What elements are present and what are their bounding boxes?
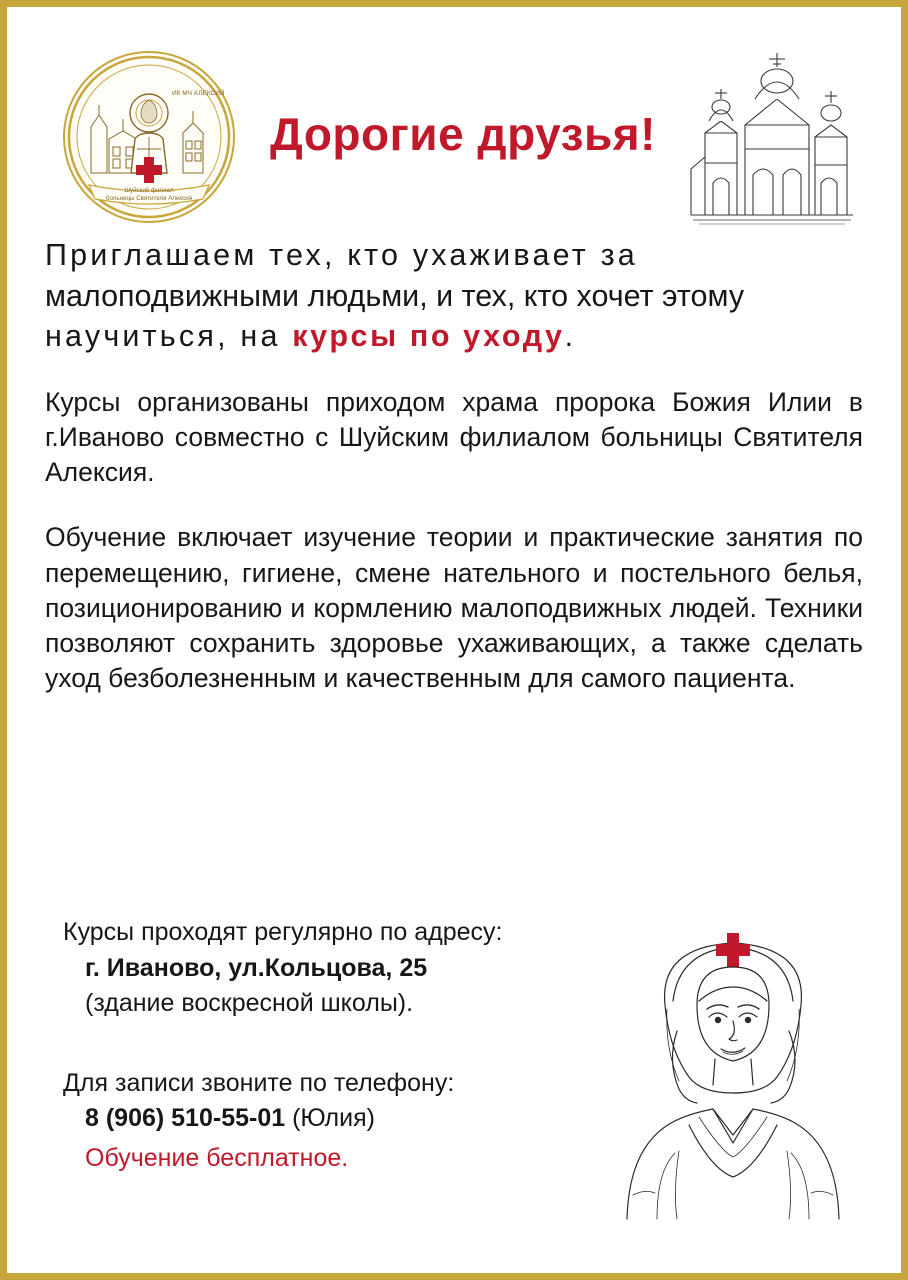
page-title: Дорогие друзья! [270,108,656,160]
seal-caption-line1: Шуйский филиал [124,187,174,194]
paragraph-training-details: Обучение включает изучение теории и практические занятия по перемещению, гигиене, смене нательного и постельного белья, позиционированию и кормлению малоподвижных людей. Техники позволяют сохранить здоровье ухаживающих, а также сделать уход безболезненным и качественным для самого пациента. [45,522,863,694]
paragraph-organizers: Курсы организованы приходом храма пророка Божия Илии в г.Иваново совместно с Шуйским филиалом больницы Святителя Алексия. [45,386,863,488]
phone-contact-name-value: (Юлия) [292,1104,375,1132]
church-building-illustration-icon [647,37,857,227]
lead-line-2: малоподвижными людьми, и тех, кто хочет этому [45,278,745,313]
lead-line-3-prefix: научиться, на [45,319,293,354]
poster-content [7,7,901,1273]
phone-label: Для записи звоните по телефону: [63,1068,455,1097]
poster-header [45,29,863,229]
lead-line-1: Приглашаем тех, кто ухаживает за [45,238,638,272]
poster-footer [45,915,863,1245]
address-value: г. Иваново, ул.Кольцова, 25 [85,953,428,982]
lead-line-3 [45,316,863,357]
free-training-note: Обучение бесплатное. [85,1143,349,1172]
courses-highlight: курсы по уходу [292,319,565,354]
nurse-portrait-illustration-icon [603,913,863,1223]
seal-top-text: ИК МЧ АЛЕКСИЙ [172,90,225,97]
address-note: (здание воскресной школы). [85,989,414,1017]
phone-block [63,1066,623,1177]
seal-caption-line2: больницы Святителя Алексия [105,195,193,202]
lead-text [45,235,863,357]
phone-row [63,1101,623,1137]
contact-block [63,915,623,1176]
address-label: Курсы проходят регулярно по адресу: [63,918,503,946]
phone-number[interactable]: 8 (906) 510-55-01 [85,1104,286,1132]
lead-line-3-suffix: . [564,319,574,354]
orthodox-saint-emblem-icon [63,51,235,223]
